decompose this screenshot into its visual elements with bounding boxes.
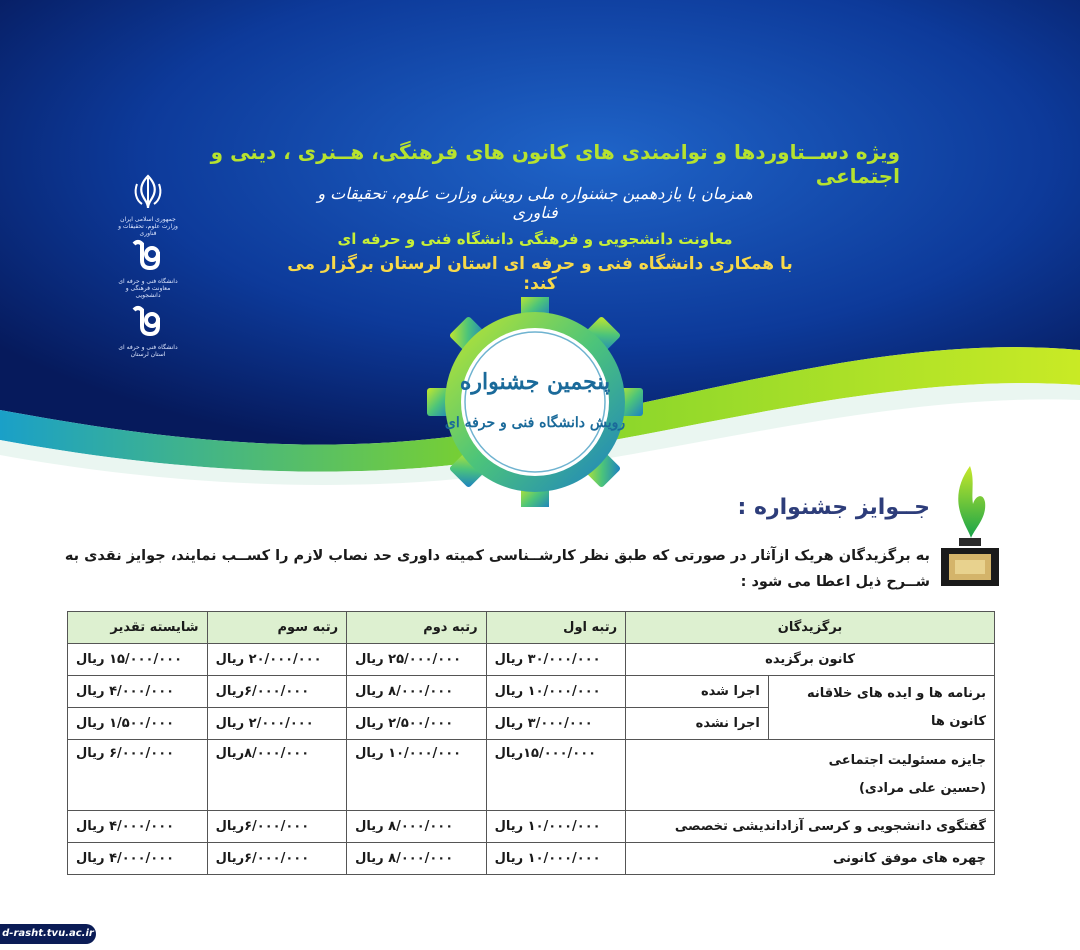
prize-amount: ۳۰/۰۰۰/۰۰۰ ریال (486, 644, 626, 676)
table-row (68, 811, 995, 843)
prize-amount: ۴/۰۰۰/۰۰۰ ریال (68, 811, 208, 843)
header-third-rank: رتبه سوم (207, 612, 347, 644)
table-row (68, 644, 995, 676)
trophy-icon (935, 462, 1005, 592)
subline-organizer: با همکاری دانشگاه فنی و حرفه ای استان لرستان برگزار می کند: (287, 254, 793, 294)
row-category: چهره های موفق کانونی (626, 843, 995, 875)
prizes-title: جــوایز جشنواره : (737, 495, 930, 520)
sponsor-logos (118, 172, 178, 370)
emblem-line-1: پنجمین جشنواره (459, 369, 611, 395)
tvu-logo-icon (118, 304, 178, 364)
logo-caption: دانشگاه فنی و حرفه ای استان لرستان (118, 344, 178, 358)
logo-caption: جمهوری اسلامی ایران وزارت علوم، تحقیقات و فناوری (118, 216, 178, 237)
row-category (626, 740, 995, 811)
prize-amount: ۸/۰۰۰/۰۰۰ریال (207, 740, 347, 811)
prize-amount: ۶/۰۰۰/۰۰۰ریال (207, 843, 347, 875)
prize-amount: ۱۰/۰۰۰/۰۰۰ ریال (486, 676, 626, 708)
prize-amount: ۸/۰۰۰/۰۰۰ ریال (347, 676, 487, 708)
prize-amount: ۲۵/۰۰۰/۰۰۰ ریال (347, 644, 487, 676)
prize-amount: ۸/۰۰۰/۰۰۰ ریال (347, 811, 487, 843)
header-second-rank: رتبه دوم (347, 612, 487, 644)
headline: ویژه دســتاوردها و توانمندی های کانون های فرهنگی، هــنری ، دینی و اجتماعی (210, 140, 900, 188)
emblem-line-2: رویش دانشگاه فنی و حرفه ای (444, 415, 626, 431)
row-category: گفتگوی دانشجویی و کرسی آزاداندیشی تخصصی (626, 811, 995, 843)
prize-amount: ۶/۰۰۰/۰۰۰ریال (207, 676, 347, 708)
table-row (68, 843, 995, 875)
prize-amount: ۲/۰۰۰/۰۰۰ ریال (207, 708, 347, 740)
prize-amount: ۱۰/۰۰۰/۰۰۰ ریال (486, 843, 626, 875)
prize-amount: ۴/۰۰۰/۰۰۰ ریال (68, 843, 208, 875)
iran-emblem-icon (118, 172, 178, 237)
header-winners: برگزیدگان (626, 612, 995, 644)
table-row (68, 740, 995, 811)
prize-amount: ۴/۰۰۰/۰۰۰ ریال (68, 676, 208, 708)
logo-caption: دانشگاه فنی و حرفه ای معاونت فرهنگی و دانشجویی (118, 278, 178, 299)
footer-url[interactable]: d-rasht.tvu.ac.ir (0, 924, 96, 944)
prize-amount: ۶/۰۰۰/۰۰۰ریال (207, 811, 347, 843)
table-header-row (68, 612, 995, 644)
row-category: برنامه ها و ایده های خلاقانه کانون ها (768, 676, 994, 740)
prize-amount: ۲/۵۰۰/۰۰۰ ریال (347, 708, 487, 740)
festival-gear-emblem (410, 297, 660, 507)
row-subcategory: اجرا نشده (626, 708, 769, 740)
prize-amount: ۱۰/۰۰۰/۰۰۰ ریال (486, 811, 626, 843)
header-first-rank: رتبه اول (486, 612, 626, 644)
row-subcategory: اجرا شده (626, 676, 769, 708)
prize-amount: ۱۵/۰۰۰/۰۰۰ ریال (68, 644, 208, 676)
header-honorable: شایسته تقدیر (68, 612, 208, 644)
prize-table (67, 611, 995, 875)
prize-amount: ۶/۰۰۰/۰۰۰ ریال (68, 740, 208, 811)
prize-amount: ۱۵/۰۰۰/۰۰۰ریال (486, 740, 626, 811)
prize-amount: ۳/۰۰۰/۰۰۰ ریال (486, 708, 626, 740)
prize-amount: ۱/۵۰۰/۰۰۰ ریال (68, 708, 208, 740)
tvu-logo-icon (118, 238, 178, 298)
prize-amount: ۲۰/۰۰۰/۰۰۰ ریال (207, 644, 347, 676)
row-category-title: جایزه مسئولیت اجتماعی (828, 753, 986, 768)
table-row (68, 676, 995, 708)
prize-amount: ۸/۰۰۰/۰۰۰ ریال (347, 843, 487, 875)
row-category: کانون برگزیده (626, 644, 995, 676)
row-category-note: (حسین علی مرادی) (858, 781, 986, 796)
prize-amount: ۱۰/۰۰۰/۰۰۰ ریال (347, 740, 487, 811)
subline-ministry: همزمان با یازدهمین جشنواره ملی رویش وزارت علوم، تحقیقات و فناوری (317, 184, 753, 222)
prizes-intro: به برگزیدگان هریک ازآثار در صورتی که طبق نظر کارشــناسی کمیته داوری حد نصاب لازم را کســب نمایند، جوایز نقدی به شــرح ذیل اعطا می شود : (64, 548, 930, 590)
subline-deputy: معاونت دانشجویی و فرهنگی دانشگاه فنی و حرفه ای (337, 230, 733, 248)
